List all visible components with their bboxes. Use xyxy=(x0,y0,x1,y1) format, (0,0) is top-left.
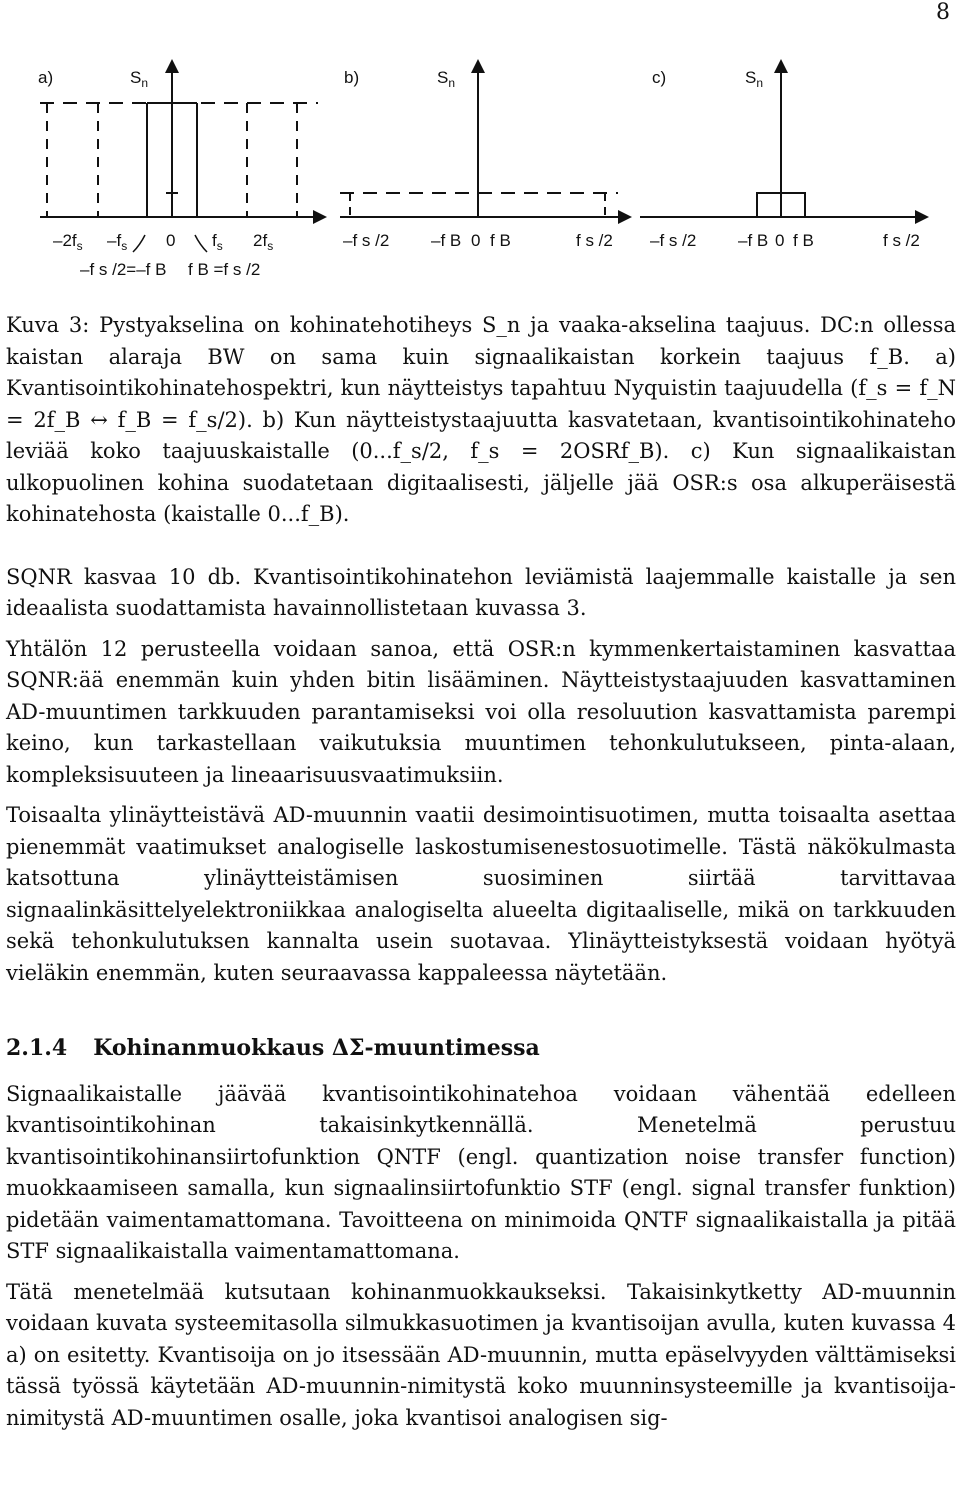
body-paragraph: Tätä menetelmää kutsutaan kohinanmuokkaukseksi. Takaisinkytketty AD-muunnin voidaan kuvata systeemitasolla silmukkasuotimen ja kvantisoijan avulla, kuten kuvassa 4 a) on esitetty. Kvantisoija on jo itsessään AD-muunnin, mutta epäselvyyden välttämiseksi tässä työssä käytetään AD-muunnin-nimitystä koko muunninsysteemille ja kvantisoija-nimitystä AD-muuntimen osalle, joka kvantisoi analogisen sig- xyxy=(6,1279,956,1430)
tick-label: $-2f_s$ xyxy=(53,231,83,253)
panel-b-axis-label: $S_n$ xyxy=(437,68,456,90)
pointer-line xyxy=(195,235,207,252)
panel-a-bottom-right-label: f B =f s /2 xyxy=(188,260,261,279)
panel-a-axis-label: $S_n$ xyxy=(130,68,149,90)
tick-label: f B xyxy=(490,231,511,250)
tick-label: $2f_s$ xyxy=(253,231,274,253)
tick-label: 0 xyxy=(471,231,481,250)
tick-label: f B xyxy=(793,231,814,250)
page-content xyxy=(6,310,956,1434)
section-heading xyxy=(6,1033,956,1065)
tick-label: f s /2 xyxy=(576,231,613,250)
tick-label: –f B xyxy=(738,231,769,250)
panel-a-bottom-left-label: –f s /2=–f B xyxy=(80,260,167,279)
noise-spectrum-svg xyxy=(0,52,960,292)
section-title: Kohinanmuokkaus ΔΣ-muuntimessa xyxy=(93,1035,540,1061)
body-paragraph: Yhtälön 12 perusteella voidaan sanoa, että OSR:n kymmenkertaistaminen kasvattaa SQNR:ää enemmän kuin yhden bitin lisääminen. Näytteistystaajuuden kasvattaminen AD-muuntimen tarkkuuden parantamiseksi voi olla resoluution kasvattamista parempi keino, kun tarkastellaan vaikutuksia muuntimen tehonkulutukseen, pinta-alaan, kompleksisuuteen ja lineaarisuusvaatimuksiin. xyxy=(6,636,956,787)
section-number: 2.1.4 xyxy=(6,1035,68,1061)
caption-text: Pystyakselina on kohinatehotiheys S_n ja vaaka-akselina taajuus. DC:n ollessa kaistan alaraja BW on sama kuin signaalikaistan korkein taajuus f_B. a) Kvantisointikohinatehospektri, kun näytteistys tapahtuu Nyquistin taajuudella (f_s = f_N = 2f_B ↔ f_B = f_s/2). b) Kun näytteistystaajuutta kasvatetaan, kvantisointikohinateho leviää koko taajuuskaistalle (0...f_s/2, f_s = 2OSRf_B). c) Kun signaalikaistan ulkopuolinen kohina suodatetaan digitaalisesti, jäljelle jää OSR:s osa alkuperäisestä kohinatehosta (kaistalle 0...f_B). xyxy=(6,313,956,526)
pointer-line xyxy=(133,235,145,252)
body-paragraph: Toisaalta ylinäytteistävä AD-muunnin vaatii desimointisuotimen, mutta toisaalta asettaa pienemmät vaatimukset analogiselle laskostumisenestosuotimelle. Tästä näkökulmasta katsottuna ylinäytteistämisen suosiminen siirtää tarvittavaa signaalinkäsittelyelektroniikkaa analogiselta alueelta digitaaliselle, mikä on tarkkuuden sekä tehonkulutuksen kannalta usein suotavaa. Ylinäytteistyksestä voidaan hyötyä vieläkin enemmän, kuten seuraavassa kappaleessa näytetään. xyxy=(6,803,956,985)
tick-label: –f s /2 xyxy=(343,231,390,250)
tick-label: –f s /2 xyxy=(650,231,697,250)
panel-a xyxy=(38,66,320,279)
tick-label: –f B xyxy=(431,231,462,250)
body-paragraph: Signaalikaistalle jäävää kvantisointikohinatehoa voidaan vähentää edelleen kvantisointikohinan takaisinkytkennällä. Menetelmä perustuu kvantisointikohinansiirtofunktion QNTF (engl. quantization noise transfer function) muokkaamiseen samalla, kun signaalinsiirtofunktio STF (engl. signal transfer funktion) pidetään vaimentamattomana. Tavoitteena on minimoida QNTF signaalikaistalla ja pitää STF signaalikaistalla vaimentamattomana. xyxy=(6,1081,956,1263)
page-number: 8 xyxy=(936,0,950,25)
noise-spectrum-figure xyxy=(0,52,960,292)
panel-c-axis-label: $S_n$ xyxy=(745,68,764,90)
body-paragraph: SQNR kasvaa 10 db. Kvantisointikohinatehon leviämistä laajemmalle kaistalle ja sen ideaalista suodattamista havainnollistetaan kuvassa 3. xyxy=(6,564,956,620)
tick-label: $-f_s$ xyxy=(107,231,128,253)
panel-b xyxy=(340,66,625,250)
panel-c-label: c) xyxy=(652,68,667,87)
figure-caption xyxy=(6,310,956,531)
panel-a-label: a) xyxy=(38,68,54,87)
caption-prefix: Kuva 3: xyxy=(6,313,90,337)
tick-label: $f_s$ xyxy=(212,231,223,253)
tick-label: f s /2 xyxy=(883,231,920,250)
tick-label: 0 xyxy=(166,231,176,250)
panel-b-label: b) xyxy=(344,68,360,87)
panel-c xyxy=(640,66,922,250)
tick-label: 0 xyxy=(775,231,785,250)
